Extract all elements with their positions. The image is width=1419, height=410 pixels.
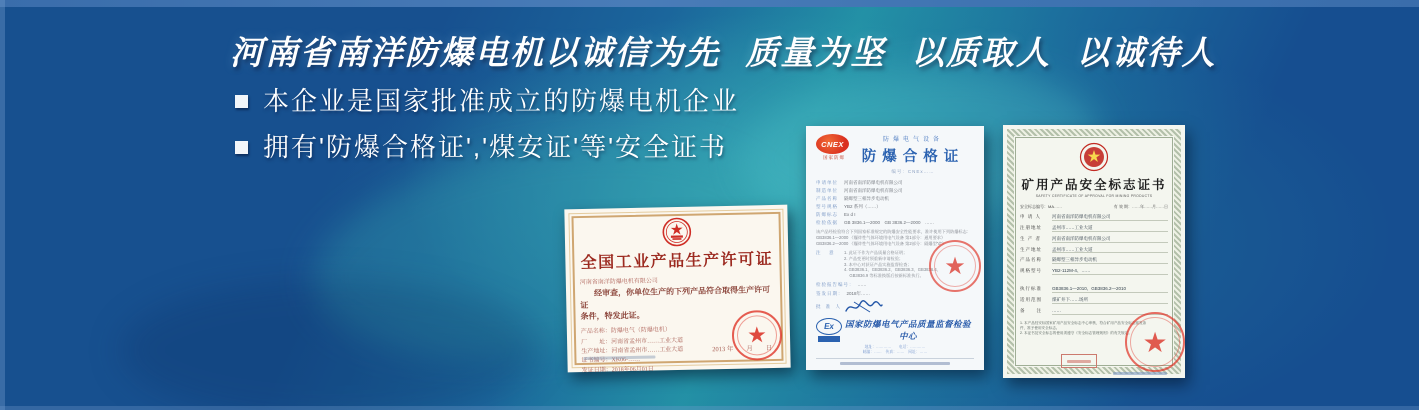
standard-line: GB3836.2—2000 《爆炸性气体环境用电气设备 第2部分：隔爆型“d”》: [816, 240, 947, 246]
fine-print-line: [1067, 360, 1091, 363]
ex-mark-oval: Ex: [816, 318, 842, 335]
certificate-title: 矿用产品安全标志证书: [1021, 178, 1167, 192]
notice-line: GB3836.9 等标准换版后按新标准执行。: [844, 273, 924, 279]
field-row: [816, 204, 974, 210]
standard-line: GB3836.1—2000 《爆炸性气体环境用电气设备 第1部分：通用要求》: [816, 234, 946, 240]
cnex-logo: [816, 134, 852, 161]
field-row: [816, 220, 974, 226]
issue-date-row: [816, 291, 974, 297]
mining-safety-certificate[interactable]: [1003, 125, 1185, 378]
date-line: 2013 年 月 日: [712, 345, 773, 354]
report-number-value: ……: [857, 281, 867, 287]
company-name: 河南省南洋防爆电机有限公司: [579, 278, 658, 287]
fine-print-line: [1113, 372, 1167, 375]
field-row: [816, 212, 974, 218]
field-row: [1020, 214, 1168, 221]
field-value: GB 3836.1—2000 GB 3836.2—2000 ……: [844, 220, 935, 225]
field-value: 河南省南洋防爆电机有限公司: [844, 188, 903, 193]
ex-mark-logo: [816, 318, 842, 342]
certificate-subtitle-en: SAFETY CERTIFICATE OF APPROVAL FOR MINING PRODUCTS: [1035, 194, 1153, 198]
field-label: 产品名称: [816, 196, 838, 201]
square-bullet-icon: [235, 95, 248, 108]
banner-headline: 河南省南洋防爆电机以诚信为先 质量为坚 以质取人 以诚待人: [230, 33, 1217, 72]
field-label: 制造单位: [816, 188, 838, 193]
certificate-title: 全国工业产品生产许可证: [580, 250, 774, 273]
divider: [816, 358, 974, 359]
square-bullet-icon: [235, 141, 248, 154]
notice-line: 3. 本中心对获证产品实施监督检查；: [844, 261, 912, 267]
notice-line: 1. 此证不作为产品质量合格证明；: [844, 250, 908, 256]
field-label: 防爆标志: [816, 212, 838, 217]
notice-line: 2. 产品变更时须重新申请检验；: [844, 256, 904, 262]
factory-address-row: 厂 址：河南省孟州市……工业大道: [581, 337, 684, 346]
field-value: 河南省南洋防爆电机有限公司: [844, 180, 903, 185]
cnex-logo-oval: CNEX: [816, 134, 849, 154]
production-address-row: 生产地址：河南省孟州市……工业大道: [581, 346, 684, 356]
certificate-title: 防爆合格证: [861, 149, 965, 165]
field-row: [1020, 257, 1168, 264]
certificate-number: 编号：CNEx……: [891, 169, 935, 174]
field-row: [816, 196, 974, 202]
red-official-seal-icon: ★: [1125, 312, 1185, 372]
bottom-edge-highlight: [0, 406, 1419, 410]
field-label: 产品名称: [1020, 257, 1042, 263]
certificate-content: [1020, 140, 1168, 363]
field-label: 备 注: [1020, 307, 1042, 313]
field-label: 检验依据: [816, 220, 838, 225]
production-license-certificate[interactable]: [564, 205, 790, 373]
field-label: 申请单位: [816, 180, 838, 185]
map-shadow-shape: [120, 280, 540, 410]
certificate-paragraph: 该产品经检验符合下列国家标准规定的防爆安全性能要求，准许使用下列防爆标志：: [816, 229, 971, 234]
field-row: [1020, 286, 1168, 293]
notice-line: 4. GB3836.1、GB3836.2、GB3836.3、GB3836.4、: [844, 267, 941, 273]
issue-date-value: 2018年……: [846, 290, 871, 296]
field-value: GB3836.1—2010、GB3836.2—2010: [1052, 286, 1168, 293]
field-label: 型号规格: [816, 204, 838, 209]
validity-period: 有 效 期：……年……月……日: [1113, 204, 1168, 209]
field-label: 注册地址: [1020, 224, 1042, 230]
approver-label: 批 准 人: [816, 303, 843, 309]
issue-date-row: 发证日期：2018年06月01日: [581, 366, 654, 374]
field-row: [1020, 268, 1168, 275]
certificate-number-row: 证书编号：XK06-……: [581, 357, 641, 365]
explosion-proof-certificate[interactable]: [806, 126, 984, 370]
issuer-stamp-box: [1061, 354, 1097, 368]
red-official-seal-icon: ★: [731, 310, 782, 361]
certificate-content: [579, 215, 777, 374]
fine-print-line: [840, 362, 950, 365]
note-line: 2. 本证书及安全标志的使用须遵守《安全标志管理规则》的有关规定。: [1020, 330, 1132, 335]
cnex-logo-caption: 国家防爆: [823, 155, 845, 160]
field-value: 河南省南洋防爆电机有限公司: [1052, 214, 1168, 221]
field-row: [816, 180, 974, 186]
field-value: 孟州市……工业大道: [1052, 225, 1168, 232]
bullet-item: [235, 132, 739, 163]
safety-mark-number: 安全标志编号：MA……: [1020, 204, 1062, 209]
issuing-org-name: 国家防爆电气产品质量监督检验中心: [844, 318, 971, 341]
bullet-text: 拥有'防爆合格证','煤安证'等'安全证书: [263, 132, 728, 163]
field-value: ……: [1052, 308, 1168, 315]
issue-date-label: 签发日期：: [816, 290, 844, 296]
field-label: 申 请 人: [1020, 214, 1042, 219]
bullet-text: 本企业是国家批准成立的防爆电机企业: [263, 86, 740, 116]
notice-label: 注 意: [816, 250, 836, 256]
certificate-content: [816, 134, 974, 362]
banner-bullets: [235, 86, 739, 178]
field-row: [1020, 247, 1168, 254]
red-official-seal-icon: ★: [929, 240, 981, 292]
field-row: [1020, 297, 1168, 304]
org-address-line: 地址：………… 电话：…………: [864, 344, 926, 349]
field-label: 规格型号: [1020, 268, 1042, 274]
ex-mark-bar: [818, 336, 840, 342]
field-row: [1020, 225, 1168, 232]
top-edge-highlight: [0, 0, 1419, 7]
field-value: 孟州市……工业大道: [1052, 247, 1168, 254]
approver-signature: [844, 299, 884, 315]
left-edge-highlight: [0, 0, 5, 410]
certificate-body-line: 条件，特发此证。: [580, 310, 645, 322]
field-value: 隔爆型三相异步电动机: [1052, 257, 1168, 264]
field-label: 执行标准: [1020, 286, 1042, 292]
bullet-item: [235, 86, 739, 117]
field-row: [1020, 308, 1168, 315]
field-label: 生 产 者: [1020, 235, 1042, 241]
field-value: 河南省南洋防爆电机有限公司: [1052, 236, 1168, 243]
field-row: [1020, 236, 1168, 243]
field-label: 生产地址: [1020, 246, 1042, 252]
product-name-line: 产品名称：防爆电气（防爆电机）: [580, 326, 671, 335]
report-number-label: 检验报告编号：: [816, 281, 855, 287]
national-emblem-icon: [661, 217, 692, 248]
field-value: 煤矿井下……场所: [1052, 297, 1168, 304]
field-value: Ex d I: [844, 212, 856, 217]
note-line: 1. 本产品经安标国家矿用产品安全标志中心审核，符合矿用产品安全标志颁发条件，准予使用安全标志。: [1020, 320, 1147, 330]
national-emblem-icon: [1079, 142, 1109, 172]
field-value: YB2-112M-4、……: [1052, 268, 1168, 275]
field-value: 隔爆型三相异步电动机: [844, 196, 889, 201]
field-label: 适用范围: [1020, 296, 1042, 302]
certificate-body-line: 经审查，你单位生产的下列产品符合取得生产许可证: [580, 285, 771, 310]
field-value: YB2 系列（……）: [844, 204, 881, 209]
field-row: [816, 188, 974, 194]
org-contact-line: 邮编：…… 传真：…… 网址：……: [862, 350, 928, 355]
certificate-supertitle: 防爆电气设备: [882, 137, 943, 143]
report-number-row: [816, 282, 974, 288]
